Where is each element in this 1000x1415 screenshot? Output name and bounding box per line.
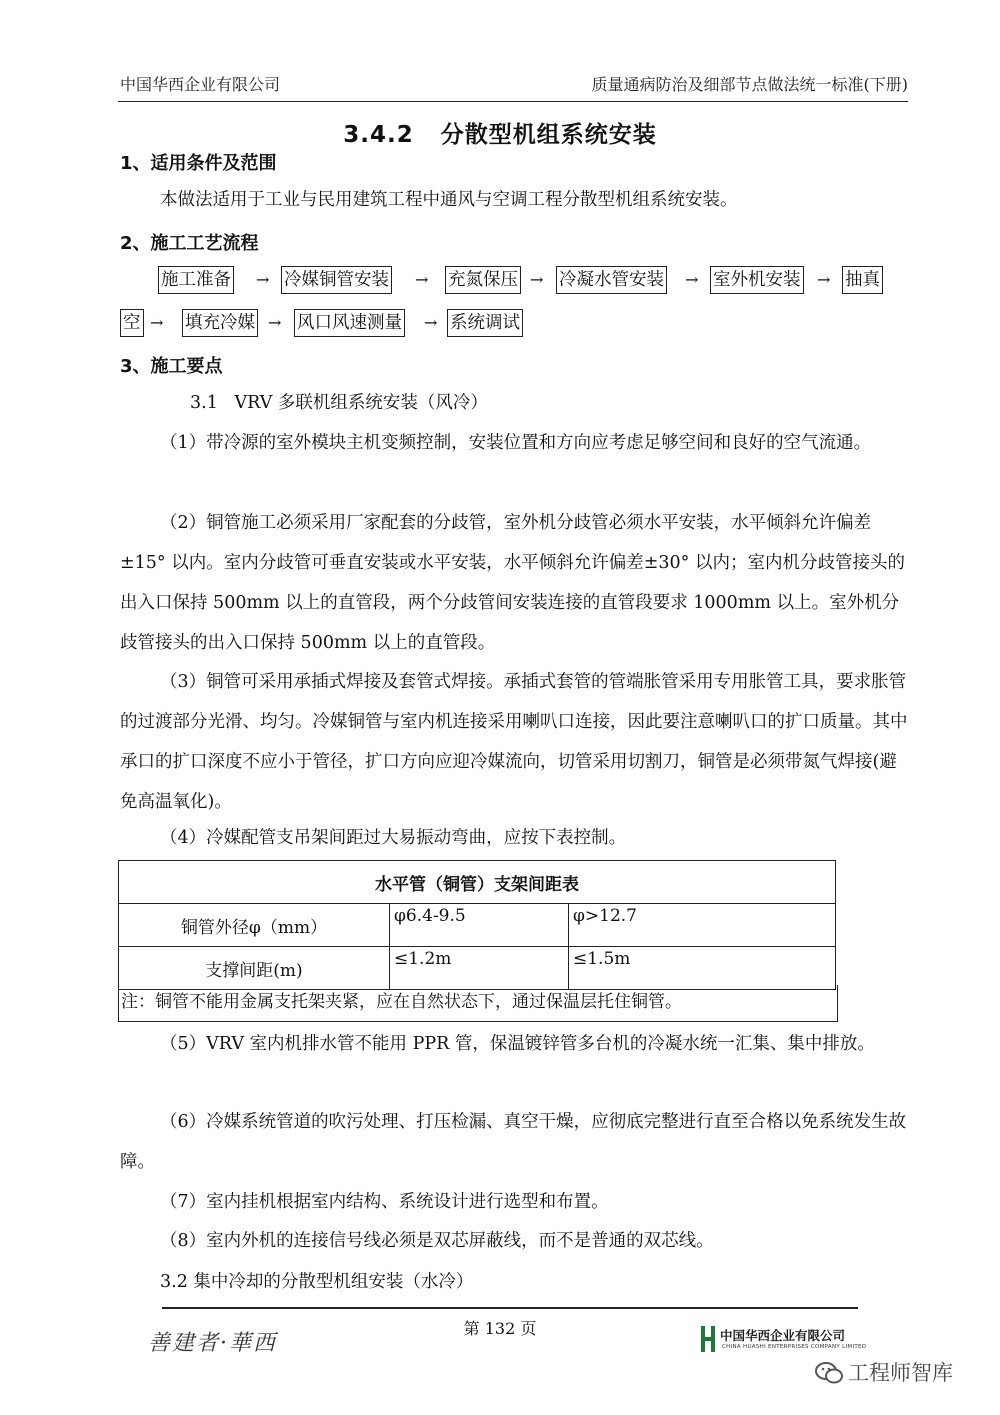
footer-divider bbox=[162, 1307, 858, 1309]
watermark-text: 工程师智库 bbox=[848, 1361, 953, 1385]
subsection-3-2: 3.2 集中冷却的分散型机组安装（水冷） bbox=[160, 1272, 474, 1292]
flow-step-2: 冷媒铜管安装 bbox=[281, 266, 392, 294]
table-row bbox=[119, 947, 836, 990]
flow-step-1: 施工准备 bbox=[158, 266, 234, 294]
flow-step-6b: 空 bbox=[120, 309, 144, 337]
header-divider bbox=[118, 101, 908, 102]
para-1: （1）带冷源的室外模块主机变频控制，安装位置和方向应考虑足够空间和良好的空气流通。 bbox=[160, 433, 872, 453]
para-8: （8）室内外机的连接信号线必须是双芯屏蔽线，而不是普通的双芯线。 bbox=[160, 1231, 714, 1251]
flow-step-4: 冷凝水管安装 bbox=[556, 266, 667, 294]
page-number: 第 132 页 bbox=[463, 1319, 537, 1338]
para-7: （7）室内挂机根据室内结构、系统设计进行选型和布置。 bbox=[160, 1192, 609, 1212]
header-company: 中国华西企业有限公司 bbox=[120, 75, 281, 94]
flow-step-5: 室外机安装 bbox=[710, 266, 804, 294]
flow-step-8: 风口风速测量 bbox=[294, 309, 405, 337]
wechat-icon bbox=[814, 1360, 844, 1386]
section2-heading: 2、施工工艺流程 bbox=[120, 233, 259, 254]
table-cell: ≤1.5m bbox=[569, 947, 836, 990]
flow-arrow: → bbox=[817, 270, 831, 289]
slogan-calligraphy: 善建者·華西 bbox=[148, 1331, 277, 1356]
process-flow-row-1 bbox=[120, 266, 900, 296]
flow-arrow: → bbox=[424, 313, 438, 332]
flow-step-6a: 抽真 bbox=[842, 266, 883, 294]
section3-heading: 3、施工要点 bbox=[120, 356, 223, 377]
flow-arrow: → bbox=[530, 270, 544, 289]
para-5: （5）VRV 室内机排水管不能用 PPR 管，保温镀锌管多台机的冷凝水统一汇集、集中排放。 bbox=[160, 1034, 875, 1054]
flow-arrow: → bbox=[150, 313, 164, 332]
flow-step-3: 充氮保压 bbox=[445, 266, 521, 294]
table-cell: 支撑间距(m) bbox=[119, 947, 390, 990]
section1-heading: 1、适用条件及范围 bbox=[120, 153, 277, 174]
flow-arrow: → bbox=[268, 313, 282, 332]
support-spacing-table bbox=[118, 860, 836, 990]
header-doc-title: 质量通病防治及细部节点做法统一标准(下册) bbox=[591, 75, 908, 94]
table-cell: φ6.4-9.5 bbox=[390, 904, 569, 947]
flow-arrow: → bbox=[685, 270, 699, 289]
table-title: 水平管（铜管）支架间距表 bbox=[119, 861, 836, 904]
table-cell: ≤1.2m bbox=[390, 947, 569, 990]
footer-logo-name: 中国华西企业有限公司 bbox=[720, 1328, 846, 1343]
para-6: （6）冷媒系统管道的吹污处理、打压检漏、真空干燥，应彻底完整进行直至合格以免系统发生故障。 bbox=[120, 1112, 907, 1172]
flow-arrow: → bbox=[256, 270, 270, 289]
process-flow-row-2 bbox=[120, 309, 620, 339]
table-cell: φ>12.7 bbox=[569, 904, 836, 947]
para-4: （4）冷媒配管支吊架间距过大易振动弯曲，应按下表控制。 bbox=[160, 828, 627, 848]
subsection-3-1: 3.1 VRV 多联机组系统安装（风冷） bbox=[190, 393, 488, 413]
flow-step-7: 填充冷媒 bbox=[182, 309, 258, 337]
footer-logo-english: CHINA HUASHI ENTERPRISES COMPANY LIMITED bbox=[722, 1344, 867, 1350]
flow-arrow: → bbox=[415, 270, 429, 289]
table-row bbox=[119, 904, 836, 947]
table-note: 注：铜管不能用金属支托架夹紧，应在自然状态下，通过保温层托住铜管。 bbox=[118, 985, 838, 1022]
table-cell: 铜管外径φ（mm） bbox=[119, 904, 390, 947]
section1-text: 本做法适用于工业与民用建筑工程中通风与空调工程分散型机组系统安装。 bbox=[160, 190, 738, 210]
para-2: （2）铜管施工必须采用厂家配套的分歧管，室外机分歧管必须水平安装，水平倾斜允许偏差±15° 以内。室内分歧管可垂直安装或水平安装，水平倾斜允许偏差±30° 以内；室内机分歧管接头的出入口保持 500mm 以上的直管段，两个分歧管间安装连接的直管段要求 1000mm 以上。室外机分歧管接头的出入口保持 500mm 以上的直管段。 bbox=[120, 513, 905, 653]
para-3: （3）铜管可采用承插式焊接及套管式焊接。承插式套管的管端胀管采用专用胀管工具，要求胀管的过渡部分光滑、均匀。冷媒铜管与室内机连接采用喇叭口连接，因此要注意喇叭口的扩口质量。其中承口的扩口深度不应小于管径，扩口方向应迎冷媒流向，切管采用切割刀，铜管是必须带氮气焊接(避免高温氧化)。 bbox=[120, 672, 908, 812]
page-title: 3.4.2 分散型机组系统安装 bbox=[343, 122, 657, 148]
huaxi-logo-icon bbox=[700, 1324, 716, 1354]
flow-step-9: 系统调试 bbox=[447, 309, 523, 337]
